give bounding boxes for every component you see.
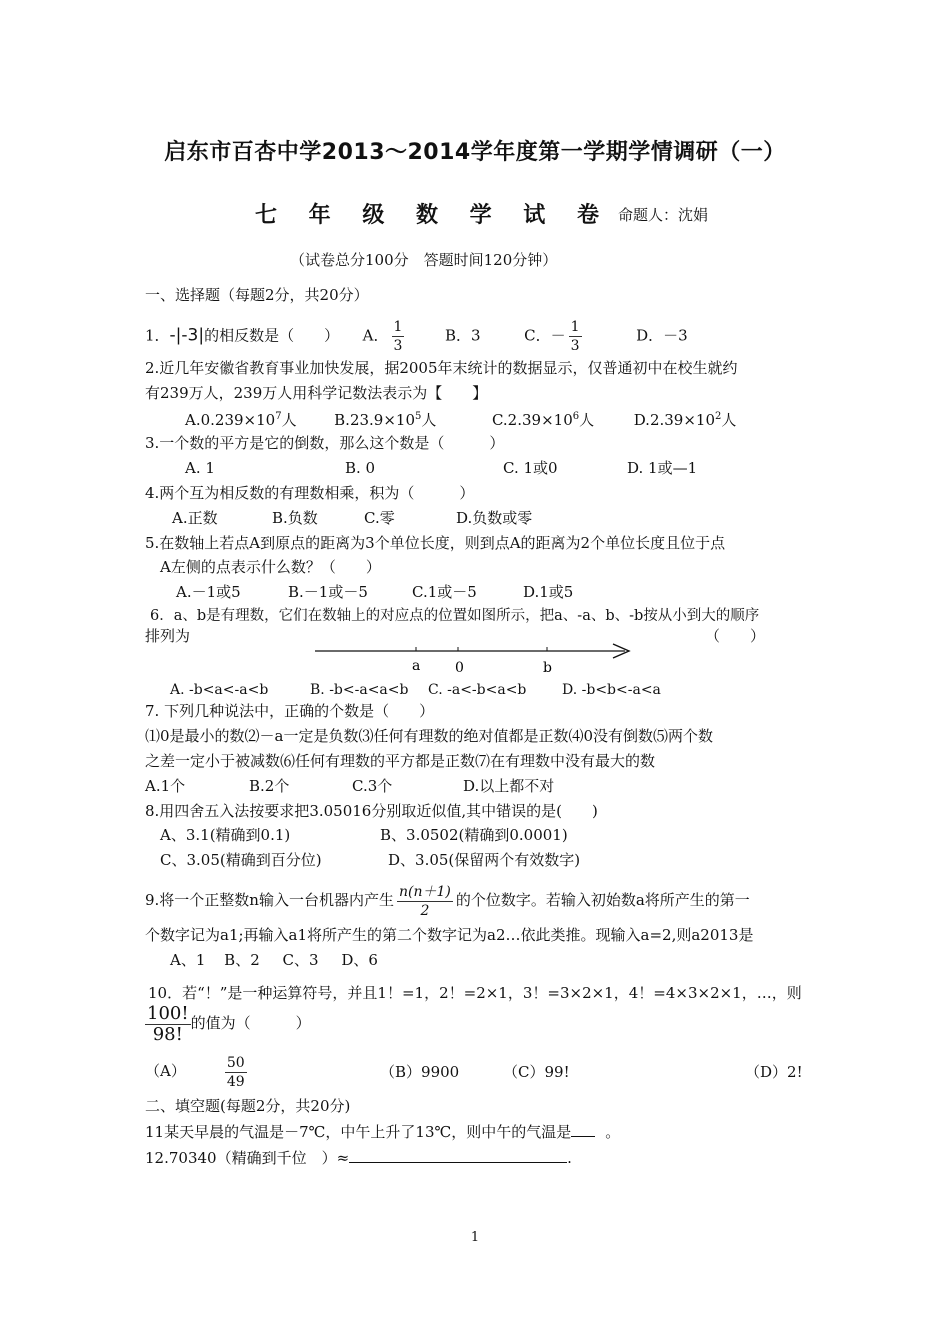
q5-option-d: D.1或5 <box>523 583 574 601</box>
q7-option-c: C.3个 <box>352 777 393 795</box>
question-12 <box>145 1148 572 1168</box>
q6-label-a: a <box>412 658 421 674</box>
q6-option-a: A. -b<a<-a<b <box>170 682 269 698</box>
q10-line-2 <box>145 1003 311 1045</box>
q6-line-2: 排列为 <box>145 627 191 645</box>
q10-fraction: $\frac{100!}{98!}$ <box>147 1002 189 1045</box>
q6-option-b: B. -b<-a<a<b <box>310 682 409 698</box>
exam-title: 启东市百杏中学2013～2014学年度第一学期学情调研（一） <box>164 140 786 165</box>
q2-line-2: 有239万人，239万人用科学记数法表示为【 】 <box>145 384 488 402</box>
q5-option-a: A.－1或5 <box>176 583 241 601</box>
q3-option-c: C. 1或0 <box>503 459 558 477</box>
q9-option-a: A、1 <box>170 951 206 969</box>
q3-stem: 3.一个数的平方是它的倒数，那么这个数是（ ） <box>145 434 505 452</box>
q5-option-c: C.1或－5 <box>412 583 477 601</box>
q6-option-d: D. -b<b<-a<a <box>562 682 661 698</box>
q1-expression: -|-3| <box>169 325 205 346</box>
q8-option-d: D、3.05(保留两个有效数字) <box>388 851 581 869</box>
q6-number-line <box>315 641 635 681</box>
q2-line-1: 2.近几年安徽省教育事业加快发展，据2005年末统计的数据显示，仅普通初中在校生就约 <box>145 359 738 377</box>
question-11 <box>145 1122 620 1142</box>
q9-stem-b: 的个位数字。若输入初始数a将所产生的第一 <box>455 891 750 909</box>
q4-option-b: B.负数 <box>272 509 318 527</box>
q8-stem: 8.用四舍五入法按要求把3.05016分别取近似值,其中错误的是( ) <box>145 802 598 820</box>
q3-option-d: D. 1或—1 <box>627 459 698 477</box>
q10-options <box>145 1052 250 1091</box>
q9-line-2: 个数字记为a1;再输入a1将所产生的第二个数字记为a2…依此类推。现输入a=2,则a2013是 <box>145 926 754 944</box>
exam-subtitle: 七 年 级 数 学 试 卷 <box>255 203 611 228</box>
q9-option-c: C、3 <box>282 951 319 969</box>
q4-option-d: D.负数或零 <box>456 509 533 527</box>
q12-tail: . <box>567 1149 572 1167</box>
q8-option-a: A、3.1(精确到0.1) <box>160 826 291 844</box>
q12-text: 12.70340（精确到千位 ）≈ <box>145 1149 350 1167</box>
section-fill-heading: 二、填空题(每题2分，共20分) <box>145 1097 351 1115</box>
q5-line-2: A左侧的点表示什么数？（ ） <box>160 558 381 576</box>
q1-stem: 的相反数是（ ） <box>204 326 340 345</box>
q1-option-d: D．－3 <box>636 326 688 345</box>
q6-label-b: b <box>543 660 552 676</box>
q7-option-b: B.2个 <box>249 777 290 795</box>
q10-option-c: （C）99! <box>503 1063 570 1081</box>
q10-option-d: （D）2! <box>745 1063 803 1081</box>
q1-option-c: C．－ <box>524 326 566 345</box>
q1-fraction-a: $\frac{1}{3}$ <box>393 319 403 354</box>
q10-stem: 10．若“！”是一种运算符号，并且1！=1，2！=2×1，3！=3×2×1，4！=4×3×2×1，…，则 <box>148 984 802 1002</box>
q7-line-1: ⑴0是最小的数⑵－a一定是负数⑶任何有理数的绝对值都是正数⑷0没有倒数⑸两个数 <box>145 727 714 745</box>
q2-option-b: $B.23.9\times 10^5$人 <box>334 411 437 429</box>
q1-option-a: A． <box>362 326 389 345</box>
q8-option-b: B、3.0502(精确到0.0001) <box>380 826 568 844</box>
q10-stem-b: 的值为（ ） <box>190 1014 311 1032</box>
q11-text: 11某天早晨的气温是－7℃，中午上升了13℃，则中午的气温是 <box>145 1123 572 1141</box>
q12-answer-blank[interactable] <box>349 1162 567 1163</box>
q9-option-d: D、6 <box>341 951 378 969</box>
q5-option-b: B.－1或－5 <box>288 583 368 601</box>
q11-answer-blank[interactable] <box>571 1136 595 1137</box>
q1-fraction-c: $\frac{1}{3}$ <box>570 319 580 354</box>
q2-option-a: $A.0.239\times 10^7$人 <box>185 411 297 429</box>
q5-line-1: 5.在数轴上若点A到原点的距离为3个单位长度，则到点A的距离为2个单位长度且位于点 <box>145 534 726 552</box>
q6-answer-paren: （ ） <box>705 627 766 645</box>
q7-line-2: 之差一定小于被减数⑹任何有理数的平方都是正数⑺在有理数中没有最大的数 <box>145 752 656 770</box>
q4-stem: 4.两个互为相反数的有理数相乘，积为（ ） <box>145 484 475 502</box>
q7-stem: 7. 下列几种说法中，正确的个数是（ ） <box>145 702 435 720</box>
q2-options <box>185 407 736 430</box>
q2-option-c: $C.2.39\times 10^6$人 <box>491 411 595 429</box>
section-choice-heading: 一、选择题（每题2分，共20分） <box>145 286 369 304</box>
q9-option-b: B、2 <box>224 951 260 969</box>
q9-options <box>170 950 378 970</box>
q9-fraction: $\frac{n(n+1)}{2}$ <box>398 883 451 919</box>
q6-line-1: 6．a、b是有理数，它们在数轴上的对应点的位置如图所示，把a、-a、b、-b按从小到大的顺序 <box>150 608 760 624</box>
exam-author: 命题人：沈娟 <box>618 206 709 224</box>
q10-option-a-fraction: $\frac{50}{49}$ <box>226 1054 245 1090</box>
exam-info: （试卷总分100分 答题时间120分钟） <box>290 251 558 269</box>
question-1 <box>145 318 688 355</box>
q7-option-d: D.以上都不对 <box>463 777 555 795</box>
q1-option-b: B．3 <box>445 326 481 345</box>
q4-option-c: C.零 <box>364 509 395 527</box>
q6-option-c: C. -a<-b<a<b <box>428 682 527 698</box>
q3-option-a: A. 1 <box>185 459 215 477</box>
q9-line-1 <box>145 880 750 920</box>
q10-option-a: （A） <box>145 1062 186 1080</box>
q11-tail: 。 <box>605 1123 621 1141</box>
q1-number: 1． <box>145 326 170 345</box>
page-number: 1 <box>470 1230 480 1245</box>
q8-option-c: C、3.05(精确到百分位) <box>160 851 322 869</box>
q3-option-b: B. 0 <box>345 459 376 477</box>
q6-label-zero: 0 <box>455 660 464 676</box>
q2-option-d: $D.2.39\times 10^2$人 <box>633 411 737 429</box>
q9-stem-a: 9.将一个正整数n输入一台机器内产生 <box>145 891 394 909</box>
q4-option-a: A.正数 <box>172 509 218 527</box>
q10-option-b: （B）9900 <box>380 1063 460 1081</box>
q7-option-a: A.1个 <box>145 777 186 795</box>
